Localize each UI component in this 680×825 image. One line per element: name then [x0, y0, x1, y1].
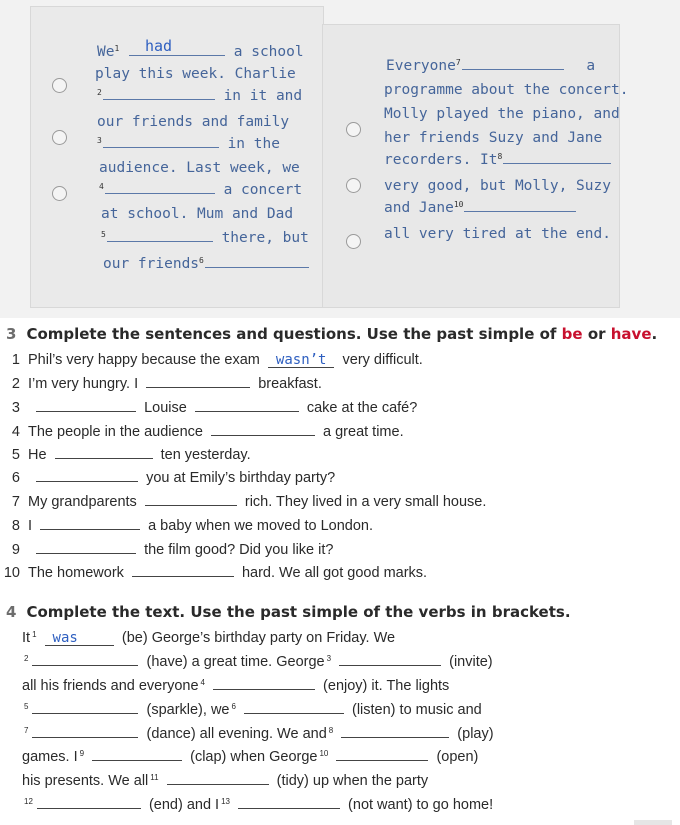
- ex3-item-8: 8 I a baby when we moved to London.: [11, 518, 373, 534]
- note-left-line-4: our friends and family: [97, 114, 290, 130]
- note-right-line-6: very good, but Molly, Suzy: [384, 178, 611, 194]
- ex3-item-3: 3 Louise cake at the café?: [11, 400, 418, 416]
- ring-hole: [52, 186, 67, 201]
- answer-was: was: [45, 631, 114, 646]
- ex3-item-10: 10 The homework hard. We all got good marks.: [3, 565, 428, 581]
- answer-blank[interactable]: [40, 518, 140, 530]
- ring-hole: [52, 78, 67, 93]
- answer-blank[interactable]: [32, 654, 138, 666]
- exercise-4-title: 4 Complete the text. Use the past simple of the verbs in brackets.: [6, 603, 571, 621]
- ex4-line-8: $^{12}$ (end) and I $^{13}$ (not want) to go home!: [24, 797, 494, 813]
- answer-blank[interactable]: [195, 400, 299, 412]
- answer-blank[interactable]: [339, 654, 441, 666]
- answer-blank[interactable]: [92, 749, 182, 761]
- ex4-line-6: games. I $^9$ (clap) when George $^{10}$ (open): [22, 749, 479, 765]
- notebook-image: [0, 0, 680, 318]
- answer-blank[interactable]: [132, 565, 234, 577]
- note-left-line-2: play this week. Charlie: [95, 66, 296, 82]
- answer-blank[interactable]: [36, 470, 138, 482]
- ex3-item-5: 5 He ten yesterday.: [11, 447, 251, 463]
- note-left-line-5: $^3$ in the: [97, 136, 280, 152]
- ex3-item-6: 6 you at Emily’s birthday party?: [11, 470, 336, 486]
- answer-blank[interactable]: [36, 542, 136, 554]
- ex4-line-3: all his friends and everyone $^4$ (enjoy) it. The lights: [22, 678, 450, 694]
- page-corner-tab: [634, 820, 672, 825]
- ex3-item-7: 7 My grandparents rich. They lived in a very small house.: [11, 494, 487, 510]
- ex3-item-2: 2 I’m very hungry. I breakfast.: [11, 376, 322, 392]
- ex3-item-1: 1 Phil’s very happy because the exam wasn’t very difficult.: [11, 352, 423, 368]
- ex4-line-7: his presents. We all $^{11}$ (tidy) up when the party: [22, 773, 429, 789]
- ex3-item-4: 4 The people in the audience a great time.: [11, 424, 404, 440]
- note-right-line-7: and Jane$^{10}$: [384, 200, 576, 216]
- note-left-line-3: $^2$ in it and: [97, 88, 303, 104]
- note-right-line-4: her friends Suzy and Jane: [384, 130, 603, 146]
- ring-hole: [346, 234, 361, 249]
- ex4-line-4: $^5$ (sparkle), we $^6$ (listen) to music and: [24, 702, 482, 718]
- answer-blank[interactable]: [167, 773, 269, 785]
- note-left-line-8: at school. Mum and Dad: [101, 206, 294, 222]
- answer-blank[interactable]: [244, 702, 344, 714]
- ex4-line-1: It $^1$ was (be) George’s birthday party on Friday. We: [22, 630, 396, 646]
- answer-blank[interactable]: [55, 447, 153, 459]
- answer-blank[interactable]: [336, 749, 428, 761]
- note-right-line-1: Everyone$^7$ a: [386, 58, 596, 74]
- note-right-line-5: recorders. It$^8$: [384, 152, 611, 168]
- ring-hole: [346, 178, 361, 193]
- note-right-line-2: programme about the concert.: [384, 82, 629, 98]
- answer-wasnt: wasn’t: [268, 353, 335, 368]
- ring-hole: [52, 130, 67, 145]
- answer-blank[interactable]: [238, 797, 340, 809]
- exercise-3-title: 3 Complete the sentences and questions. Use the past simple of be or have.: [6, 325, 658, 343]
- answer-blank[interactable]: [32, 726, 138, 738]
- ex4-line-2: $^2$ (have) a great time. George $^3$ (invite): [24, 654, 493, 670]
- note-left-line-6: audience. Last week, we: [99, 160, 300, 176]
- answer-blank[interactable]: [32, 702, 138, 714]
- answer-blank[interactable]: [341, 726, 449, 738]
- ex4-line-5: $^7$ (dance) all evening. We and $^8$ (play): [24, 726, 494, 742]
- note-left-line-1: We$^1$ a school had: [97, 37, 304, 60]
- answer-blank[interactable]: [36, 400, 136, 412]
- ring-hole: [346, 122, 361, 137]
- answer-blank[interactable]: [146, 376, 250, 388]
- note-left-line-9: $^5$ there, but: [101, 230, 309, 246]
- note-right-line-8: all very tired at the end.: [384, 226, 611, 242]
- answer-blank[interactable]: [211, 424, 315, 436]
- answer-had: had: [145, 37, 173, 55]
- answer-blank[interactable]: [37, 797, 141, 809]
- answer-blank[interactable]: [145, 494, 237, 506]
- ex3-item-9: 9 the film good? Did you like it?: [11, 542, 334, 558]
- note-right-line-3: Molly played the piano, and: [384, 106, 620, 122]
- note-left-line-10: our friends$^6$: [103, 256, 309, 272]
- answer-blank[interactable]: [213, 678, 315, 690]
- note-left-line-7: $^4$ a concert: [99, 182, 303, 198]
